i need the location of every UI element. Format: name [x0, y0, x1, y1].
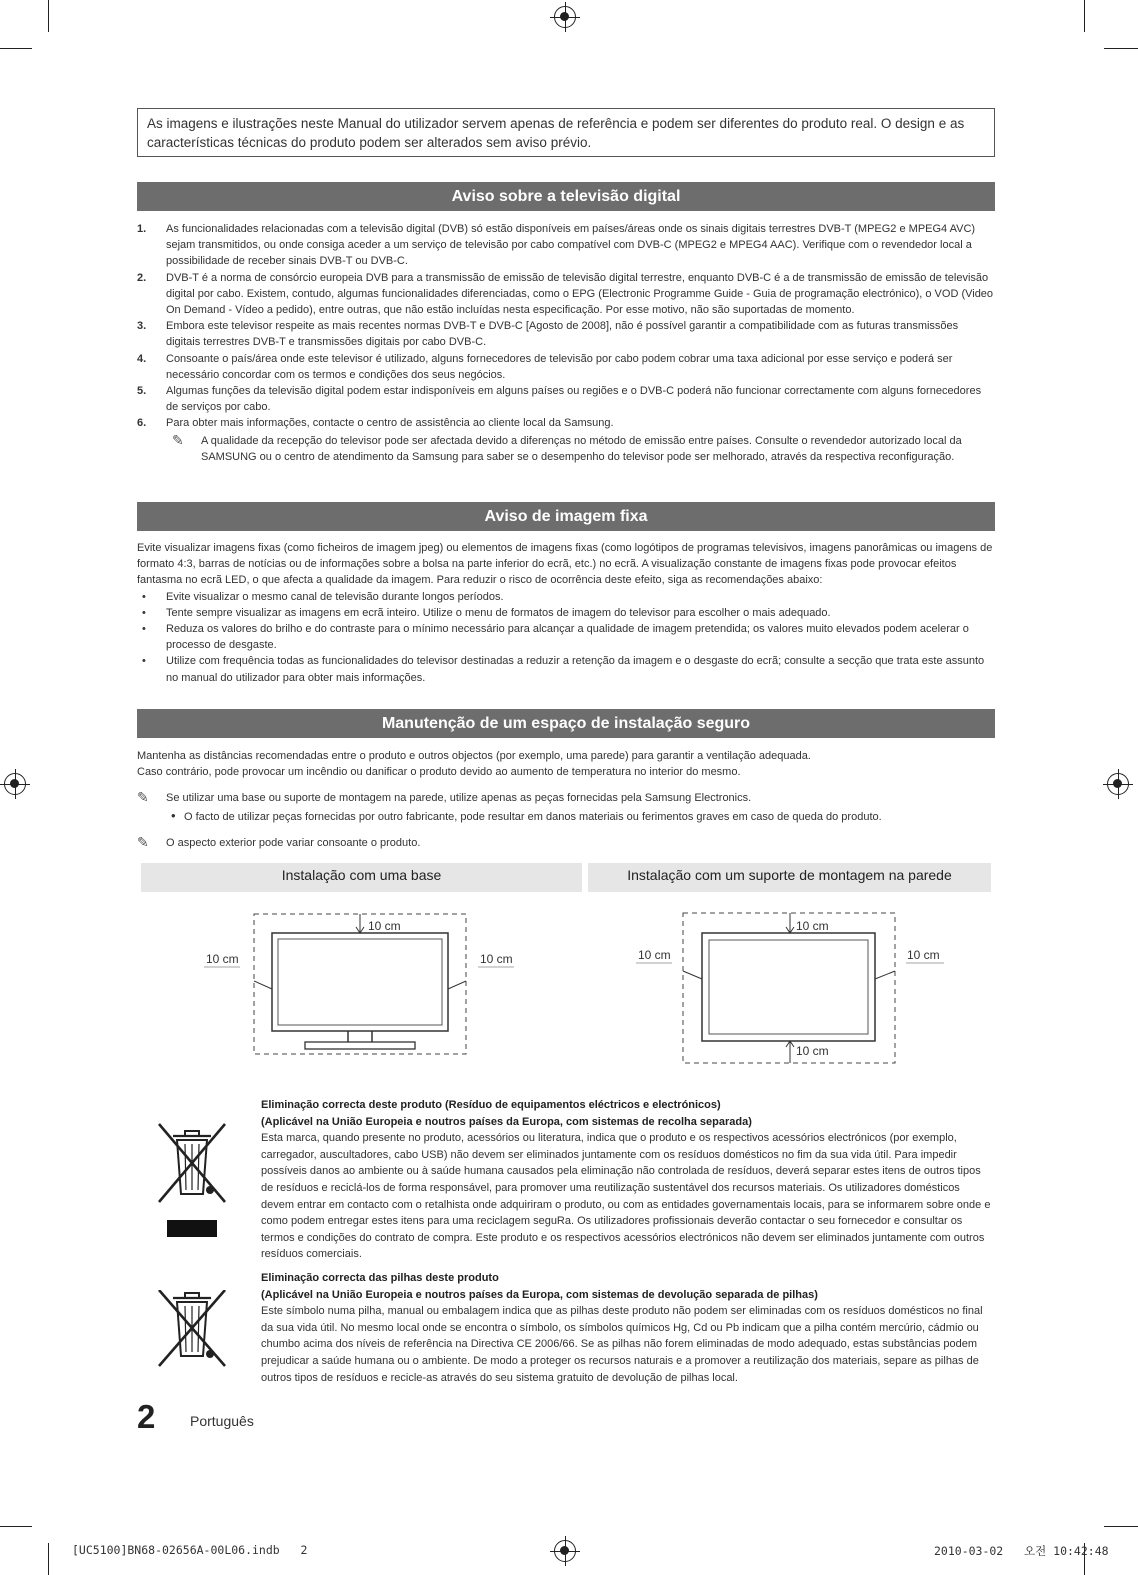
crossed-out-battery-bin-icon	[155, 1290, 235, 1370]
print-timestamp: 2010-03-02 오전 10:42:48	[934, 1544, 1109, 1558]
crop-mark	[48, 0, 49, 32]
column-header-wall-mount: Instalação com um suporte de montagem na parede	[588, 863, 991, 892]
list-item: 4. Consoante o país/área onde este televisor é utilizado, alguns fornecedores de televisão por cabo podem cobrar uma taxa adicional por esse serviço e poderá ser necessário concordar com os termos e condições dos seus negócios.	[137, 352, 953, 381]
registration-mark-icon	[554, 6, 576, 28]
section-header-still-image: Aviso de imagem fixa	[137, 502, 995, 531]
crop-mark	[0, 1526, 32, 1527]
registration-mark-icon	[554, 1540, 576, 1562]
list-item: 6. Para obter mais informações, contacte o centro de assistência ao cliente local da Samsung.	[137, 417, 614, 430]
list-item: 1. As funcionalidades relacionadas com a televisão digital (DVB) só estão disponíveis em países/áreas onde os sinais digitais terrestres DVB-T (MPEG2 e MPEG4 AVC) sejam transmitidos, ou onde consiga aceder a um serviço de televisão por cabo compatível com DVB-C (MPEG2 e MPEG4 AAC). Verifique com o revendedor local a possibilidade de receber sinais DVB-T ou DVB-C.	[137, 223, 976, 268]
weee-battery-disposal	[261, 1270, 991, 1386]
crop-mark	[48, 1543, 49, 1575]
still-image-section	[137, 540, 995, 686]
list-item: • Utilize com frequência todas as funcionalidades do televisor destinadas a reduzir a retenção da imagem e o desgaste do ecrã; consulte a secção que trata este assunto no manual do utilizador para obter mais informações.	[137, 653, 995, 685]
dimension-label-left: 10 cm	[206, 952, 239, 966]
column-header-stand: Instalação com uma base	[141, 863, 582, 892]
pencil-note-icon: ✎	[172, 431, 184, 448]
weee-subheading: (Aplicável na União Europeia e noutros países da Europa, com sistemas de devolução separada de pilhas)	[261, 1288, 818, 1301]
dimension-label-top: 10 cm	[796, 919, 829, 933]
dimension-label-right: 10 cm	[480, 952, 513, 966]
crop-mark	[1104, 48, 1138, 49]
dimension-label-right: 10 cm	[907, 948, 940, 962]
stand-clearance-diagram	[190, 905, 520, 1065]
note: ✎ Se utilizar uma base ou suporte de montagem na parede, utilize apenas as peças fornecidas pela Samsung Electronics.	[137, 789, 752, 806]
note: ✎ O aspecto exterior pode variar consoante o produto.	[137, 833, 421, 850]
page-language: Português	[190, 1413, 254, 1429]
dimension-label-left: 10 cm	[638, 948, 671, 962]
crop-mark	[1084, 0, 1085, 32]
disclaimer-box: As imagens e ilustrações neste Manual do utilizador servem apenas de referência e podem ser diferentes do produto real. O design e as características técnicas do produto podem ser alterados sem aviso prévio.	[137, 108, 995, 157]
pencil-note-icon: ✎	[137, 789, 149, 806]
dimension-label-bottom: 10 cm	[796, 1044, 829, 1058]
crop-mark	[0, 48, 32, 49]
weee-heading: Eliminação correcta das pilhas deste produto	[261, 1272, 499, 1284]
list-item: 3. Embora este televisor respeite as mais recentes normas DVB-T e DVB-C [Agosto de 2008], não é possível garantir a compatibilidade com as futuras transmissões digitais terrestres DVB-T e transmissões digitais por cabo DVB-C.	[137, 320, 959, 349]
page-number: 2	[137, 1398, 156, 1435]
paragraph: Este símbolo numa pilha, manual ou embalagem indica que as pilhas deste produto não podem ser eliminadas com os resíduos domésticos no final da sua vida útil. No mesmo local onde se encontra o símbolo, os símbolos químicos Hg, Cd ou Pb indicam que a pilha contém mercúrio, cádmio ou chumbo acima dos níveis de referência na Directiva CE 2006/66. Se as pilhas não forem eliminadas de modo adequado, estas substâncias podem prejudicar a saúde humana ou o ambiente. De modo a proteger os recursos naturais e a promover a reutilização dos materiais, separe as pilhas de outros tipos de resíduos e recicle-as através do seu sistema gratuito de devolução de pilhas local.	[261, 1305, 983, 1384]
weee-subheading: (Aplicável na União Europeia e noutros países da Europa, com sistemas de recolha separada)	[261, 1115, 752, 1128]
registration-mark-icon	[1107, 773, 1129, 795]
weee-heading: Eliminação correcta deste produto (Resíduo de equipamentos eléctricos e electrónicos)	[261, 1099, 721, 1111]
list-item: 2. DVB-T é a norma de consórcio europeia DVB para a transmissão de emissão de televisão digital terrestre, enquanto DVB-C é a de transmissão de emissão de televisão digital por cabo. Existem, contudo, algumas funcionalidades diferenciadas, como o EPG (Electronic Programme Guide - Guia de programação electrónico), o VOD (Video On Demand - Vídeo a pedido), entre outras, que não estão incluídas nesta especificação. Por esse motivo, não são suportadas de momento.	[137, 271, 994, 317]
dimension-label-top: 10 cm	[368, 919, 401, 933]
wall-mount-clearance-diagram	[632, 905, 952, 1065]
crop-mark	[1104, 1526, 1138, 1527]
registration-mark-icon	[4, 773, 26, 795]
installation-section	[137, 748, 995, 851]
print-file-slug: [UC5100]BN68-02656A-00L06.indb 2	[72, 1543, 308, 1557]
list-item: • Tente sempre visualizar as imagens em ecrã inteiro. Utilize o menu de formatos de imagem do televisor para escolher o mais adequado.	[137, 605, 995, 621]
digital-tv-list	[137, 221, 995, 465]
list-item: • Reduza os valores do brilho e do contraste para o mínimo necessário para alcançar a qualidade de imagem pretendida; os valores muito elevados podem acelerar o processo de desgaste.	[137, 621, 995, 653]
section-header-installation: Manutenção de um espaço de instalação seguro	[137, 709, 995, 738]
pencil-note-icon: ✎	[137, 833, 149, 850]
note: ✎ A qualidade da recepção do televisor pode ser afectada devido a diferenças no método de emissão entre países. Consulte o revendedor autorizado local da SAMSUNG ou o centro de atendimento da Samsung para saber se o desempenho do televisor pode ser melhorado, através da respectiva reconfiguração.	[172, 431, 962, 463]
list-item: 5. Algumas funções da televisão digital podem estar indisponíveis em alguns países ou regiões e o DVB-C poderá não funcionar correctamente com alguns fornecedores de serviços por cabo.	[137, 385, 982, 414]
paragraph: Evite visualizar imagens fixas (como ficheiros de imagem jpeg) ou elementos de imagens fixas (como logótipos de programas televisivos, imagens panorâmicas ou imagens de formato 4:3, barras de notícias ou de informações sobre a bolsa na parte inferior do ecrã, etc.) no ecrã. A visualização constante de imagens fixas pode provocar efeitos fantasma no ecrã LED, o que afecta a qualidade da imagem. Para reduzir o risco de ocorrência deste efeito, siga as recomendações abaixo:	[137, 542, 993, 587]
weee-product-disposal	[261, 1097, 991, 1263]
paragraph: Caso contrário, pode provocar um incêndio ou danificar o produto devido ao aumento de temperatura no interior do mesmo.	[137, 766, 741, 779]
section-header-digital-tv: Aviso sobre a televisão digital	[137, 182, 995, 211]
paragraph: Mantenha as distâncias recomendadas entre o produto e outros objectos (por exemplo, uma parede) para garantir a ventilação adequada.	[137, 750, 811, 762]
paragraph: Esta marca, quando presente no produto, acessórios ou literatura, indica que o produto e os respectivos acessórios electrónicos (por exemplo, carregador, auscultadores, cabo USB) não devem ser eliminados juntamente com os resíduos domésticos no fim da sua vida útil. Para impedir possíveis danos ao ambiente ou à saúde humana causados pela eliminação não controlada de resíduos, deverá separar estes itens de outros tipos de resíduos e reciclá-los de forma responsável, para promover uma reutilização sustentável dos recursos materiais. Os utilizadores domésticos devem entrar em contacto com o retalhista onde adquiriram o produto, ou com as entidades governamentais locais, para se informarem sobre onde e como podem entregar estes itens para uma reciclagem seguRa. Os utilizadores profissionais deverão contactar o seu fornecedor e consultar os termos e condições do contrato de compra. Este produto e os respectivos acessórios electrónicos não devem ser eliminados juntamente com outros resíduos comerciais.	[261, 1132, 991, 1261]
list-item: • O facto de utilizar peças fornecidas por outro fabricante, pode resultar em danos materiais ou ferimentos graves em caso de queda do produto.	[171, 807, 882, 823]
list-item: • Evite visualizar o mesmo canal de televisão durante longos períodos.	[137, 589, 995, 605]
crossed-out-wheelie-bin-icon	[155, 1120, 235, 1240]
